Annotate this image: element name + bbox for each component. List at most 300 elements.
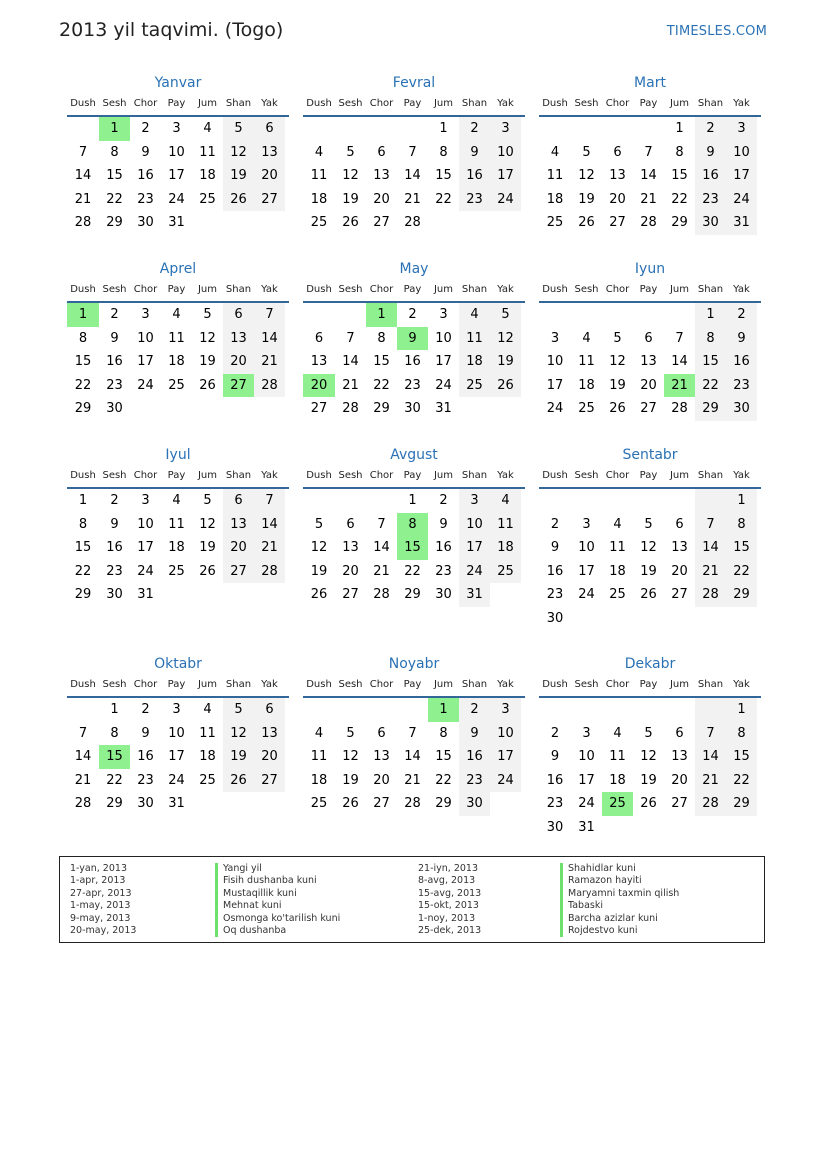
day-cell[interactable]: 9 — [695, 141, 726, 165]
day-cell[interactable]: 28 — [695, 583, 726, 607]
day-cell[interactable]: 6 — [377, 725, 386, 741]
day-cell[interactable]: 8 — [377, 330, 386, 346]
day-cell[interactable]: 12 — [199, 516, 216, 532]
day-cell[interactable]: 12 — [640, 540, 657, 556]
day-cell[interactable]: 9 — [726, 327, 757, 351]
day-cell[interactable]: 6 — [314, 330, 324, 346]
day-cell[interactable]: 4 — [203, 702, 212, 717]
day-cell[interactable]: 22 — [106, 772, 123, 788]
day-cell[interactable]: 4 — [172, 307, 181, 322]
day-cell[interactable]: 30 — [137, 215, 154, 231]
day-cell[interactable]: 14 — [695, 745, 726, 769]
day-cell[interactable]: 7 — [695, 722, 726, 746]
day-cell[interactable]: 24 — [459, 560, 490, 584]
day-cell[interactable]: 12 — [578, 168, 595, 184]
day-cell[interactable]: 3 — [582, 516, 591, 532]
day-cell[interactable]: 19 — [310, 563, 328, 579]
day-cell[interactable]: 17 — [137, 540, 154, 556]
day-cell[interactable]: 30 — [726, 397, 757, 421]
day-cell[interactable]: 7 — [675, 330, 684, 346]
day-cell[interactable]: 17 — [137, 354, 154, 370]
day-cell[interactable]: 3 — [439, 307, 448, 322]
day-cell[interactable]: 26 — [199, 377, 216, 393]
day-cell[interactable]: 1 — [366, 303, 397, 327]
day-cell[interactable]: 21 — [664, 374, 695, 398]
day-cell[interactable]: 26 — [310, 587, 328, 603]
day-cell[interactable]: 11 — [199, 144, 216, 160]
day-cell[interactable]: 14 — [404, 168, 421, 184]
day-cell[interactable]: 11 — [609, 540, 626, 556]
day-cell[interactable]: 8 — [675, 144, 684, 160]
day-cell[interactable]: 26 — [609, 401, 626, 417]
day-cell[interactable]: 21 — [640, 191, 657, 207]
day-cell[interactable]: 28 — [640, 215, 657, 231]
day-cell[interactable]: 3 — [490, 117, 521, 141]
day-cell[interactable]: 4 — [459, 303, 490, 327]
day-cell[interactable]: 30 — [695, 211, 726, 235]
day-cell[interactable]: 20 — [671, 563, 688, 579]
day-cell[interactable]: 24 — [490, 769, 521, 793]
day-cell[interactable]: 3 — [141, 307, 150, 322]
day-cell[interactable]: 6 — [223, 489, 254, 513]
day-cell[interactable]: 20 — [373, 772, 390, 788]
day-cell[interactable]: 11 — [546, 168, 564, 184]
day-cell[interactable]: 18 — [168, 540, 185, 556]
day-cell[interactable]: 28 — [671, 401, 688, 417]
day-cell[interactable]: 23 — [726, 374, 757, 398]
day-cell[interactable]: 18 — [609, 772, 626, 788]
day-cell[interactable]: 5 — [203, 493, 212, 508]
day-cell[interactable]: 5 — [613, 330, 622, 346]
day-cell[interactable]: 16 — [106, 354, 123, 370]
day-cell[interactable]: 29 — [726, 583, 757, 607]
day-cell[interactable]: 9 — [550, 749, 560, 765]
day-cell[interactable]: 23 — [435, 563, 452, 579]
day-cell[interactable]: 10 — [168, 725, 185, 741]
day-cell[interactable]: 27 — [609, 215, 626, 231]
day-cell[interactable]: 24 — [578, 796, 595, 812]
day-cell[interactable]: 19 — [609, 377, 626, 393]
day-cell[interactable]: 25 — [578, 401, 595, 417]
day-cell[interactable]: 3 — [726, 117, 757, 141]
day-cell[interactable]: 8 — [110, 725, 119, 741]
day-cell[interactable]: 1 — [408, 493, 417, 508]
day-cell[interactable]: 7 — [644, 144, 653, 160]
day-cell[interactable]: 20 — [640, 377, 657, 393]
day-cell[interactable]: 19 — [199, 540, 216, 556]
day-cell[interactable]: 18 — [609, 563, 626, 579]
day-cell[interactable]: 1 — [726, 489, 757, 513]
day-cell[interactable]: 21 — [74, 191, 92, 207]
day-cell[interactable]: 21 — [695, 560, 726, 584]
day-cell[interactable]: 20 — [342, 563, 359, 579]
day-cell[interactable]: 14 — [695, 536, 726, 560]
day-cell[interactable]: 1 — [110, 702, 119, 717]
day-cell[interactable]: 7 — [408, 725, 417, 741]
day-cell[interactable]: 30 — [137, 796, 154, 812]
day-cell[interactable]: 22 — [74, 377, 92, 393]
day-cell[interactable]: 29 — [106, 215, 123, 231]
day-cell[interactable]: 15 — [74, 540, 92, 556]
day-cell[interactable]: 27 — [254, 188, 285, 212]
day-cell[interactable]: 5 — [203, 307, 212, 322]
day-cell[interactable]: 17 — [726, 164, 757, 188]
day-cell[interactable]: 4 — [172, 493, 181, 508]
day-cell[interactable]: 5 — [582, 144, 591, 160]
day-cell[interactable]: 7 — [695, 513, 726, 537]
day-cell[interactable]: 5 — [346, 144, 355, 160]
day-cell[interactable]: 13 — [671, 749, 688, 765]
day-cell[interactable]: 3 — [141, 493, 150, 508]
day-cell[interactable]: 16 — [459, 745, 490, 769]
day-cell[interactable]: 22 — [106, 191, 123, 207]
day-cell[interactable]: 23 — [459, 188, 490, 212]
day-cell[interactable]: 16 — [404, 354, 421, 370]
day-cell[interactable]: 10 — [578, 749, 595, 765]
day-cell[interactable]: 19 — [342, 191, 359, 207]
day-cell[interactable]: 25 — [310, 215, 328, 231]
day-cell[interactable]: 17 — [546, 377, 564, 393]
day-cell[interactable]: 19 — [490, 350, 521, 374]
day-cell[interactable]: 20 — [223, 536, 254, 560]
day-cell[interactable]: 13 — [223, 513, 254, 537]
day-cell[interactable]: 29 — [373, 401, 390, 417]
day-cell[interactable]: 31 — [459, 583, 490, 607]
day-cell[interactable]: 26 — [490, 374, 521, 398]
day-cell[interactable]: 5 — [644, 516, 653, 532]
day-cell[interactable]: 27 — [342, 587, 359, 603]
day-cell[interactable]: 18 — [310, 772, 328, 788]
day-cell[interactable]: 3 — [582, 725, 591, 741]
day-cell[interactable]: 27 — [640, 401, 657, 417]
day-cell[interactable]: 4 — [582, 330, 591, 346]
day-cell[interactable]: 16 — [695, 164, 726, 188]
day-cell[interactable]: 4 — [203, 121, 212, 136]
day-cell[interactable]: 22 — [726, 560, 757, 584]
day-cell[interactable]: 27 — [310, 401, 328, 417]
day-cell[interactable]: 18 — [310, 191, 328, 207]
day-cell[interactable]: 2 — [141, 702, 150, 717]
day-cell[interactable]: 1 — [67, 303, 99, 327]
day-cell[interactable]: 11 — [199, 725, 216, 741]
day-cell[interactable]: 2 — [459, 698, 490, 722]
day-cell[interactable]: 27 — [671, 796, 688, 812]
day-cell[interactable]: 9 — [141, 725, 150, 741]
day-cell[interactable]: 15 — [373, 354, 390, 370]
day-cell[interactable]: 16 — [546, 772, 564, 788]
day-cell[interactable]: 20 — [254, 164, 285, 188]
day-cell[interactable]: 15 — [435, 168, 452, 184]
day-cell[interactable]: 25 — [459, 374, 490, 398]
day-cell[interactable]: 6 — [644, 330, 653, 346]
day-cell[interactable]: 23 — [695, 188, 726, 212]
day-cell[interactable]: 16 — [546, 563, 564, 579]
day-cell[interactable]: 23 — [404, 377, 421, 393]
day-cell[interactable]: 6 — [613, 144, 622, 160]
day-cell[interactable]: 8 — [726, 722, 757, 746]
day-cell[interactable]: 15 — [397, 536, 428, 560]
day-cell[interactable]: 10 — [435, 330, 452, 346]
day-cell[interactable]: 25 — [310, 796, 328, 812]
day-cell[interactable]: 21 — [695, 769, 726, 793]
day-cell[interactable]: 2 — [550, 725, 560, 741]
day-cell[interactable]: 24 — [435, 377, 452, 393]
day-cell[interactable]: 27 — [223, 560, 254, 584]
day-cell[interactable]: 6 — [223, 303, 254, 327]
day-cell[interactable]: 1 — [78, 493, 88, 508]
day-cell[interactable]: 19 — [223, 164, 254, 188]
day-cell[interactable]: 17 — [578, 772, 595, 788]
day-cell[interactable]: 9 — [439, 516, 448, 532]
day-cell[interactable]: 31 — [137, 587, 154, 603]
day-cell[interactable]: 7 — [78, 144, 88, 160]
day-cell[interactable]: 28 — [404, 215, 421, 231]
day-cell[interactable]: 26 — [342, 215, 359, 231]
day-cell[interactable]: 14 — [342, 354, 359, 370]
day-cell[interactable]: 24 — [137, 377, 154, 393]
day-cell[interactable]: 4 — [550, 144, 560, 160]
day-cell[interactable]: 4 — [613, 516, 622, 532]
day-cell[interactable]: 9 — [459, 141, 490, 165]
day-cell[interactable]: 21 — [254, 536, 285, 560]
day-cell[interactable]: 19 — [640, 772, 657, 788]
day-cell[interactable]: 30 — [106, 401, 123, 417]
day-cell[interactable]: 19 — [223, 745, 254, 769]
day-cell[interactable]: 8 — [726, 513, 757, 537]
day-cell[interactable]: 5 — [490, 303, 521, 327]
day-cell[interactable]: 22 — [435, 772, 452, 788]
day-cell[interactable]: 25 — [490, 560, 521, 584]
day-cell[interactable]: 20 — [223, 350, 254, 374]
day-cell[interactable]: 26 — [199, 563, 216, 579]
day-cell[interactable]: 2 — [408, 307, 417, 322]
day-cell[interactable]: 13 — [640, 354, 657, 370]
day-cell[interactable]: 19 — [342, 772, 359, 788]
day-cell[interactable]: 23 — [459, 769, 490, 793]
day-cell[interactable]: 11 — [490, 513, 521, 537]
day-cell[interactable]: 23 — [106, 377, 123, 393]
day-cell[interactable]: 15 — [726, 536, 757, 560]
day-cell[interactable]: 26 — [640, 587, 657, 603]
day-cell[interactable]: 3 — [459, 489, 490, 513]
day-cell[interactable]: 13 — [254, 141, 285, 165]
day-cell[interactable]: 7 — [408, 144, 417, 160]
day-cell[interactable]: 18 — [490, 536, 521, 560]
day-cell[interactable]: 28 — [342, 401, 359, 417]
day-cell[interactable]: 22 — [74, 563, 92, 579]
day-cell[interactable]: 15 — [74, 354, 92, 370]
day-cell[interactable]: 30 — [435, 587, 452, 603]
day-cell[interactable]: 15 — [671, 168, 688, 184]
day-cell[interactable]: 27 — [254, 769, 285, 793]
day-cell[interactable]: 14 — [254, 513, 285, 537]
day-cell[interactable]: 17 — [168, 168, 185, 184]
day-cell[interactable]: 12 — [342, 168, 359, 184]
day-cell[interactable]: 20 — [254, 745, 285, 769]
day-cell[interactable]: 2 — [141, 121, 150, 136]
day-cell[interactable]: 8 — [439, 144, 448, 160]
day-cell[interactable]: 31 — [168, 215, 185, 231]
day-cell[interactable]: 27 — [373, 215, 390, 231]
day-cell[interactable]: 12 — [609, 354, 626, 370]
day-cell[interactable]: 11 — [609, 749, 626, 765]
day-cell[interactable]: 24 — [168, 772, 185, 788]
day-cell[interactable]: 13 — [310, 354, 328, 370]
day-cell[interactable]: 5 — [644, 725, 653, 741]
day-cell[interactable]: 18 — [459, 350, 490, 374]
day-cell[interactable]: 8 — [110, 144, 119, 160]
day-cell[interactable]: 29 — [435, 796, 452, 812]
day-cell[interactable]: 29 — [74, 587, 92, 603]
day-cell[interactable]: 17 — [490, 164, 521, 188]
day-cell[interactable]: 10 — [726, 141, 757, 165]
day-cell[interactable]: 2 — [110, 493, 119, 508]
day-cell[interactable]: 4 — [490, 489, 521, 513]
day-cell[interactable]: 16 — [137, 749, 154, 765]
day-cell[interactable]: 4 — [314, 144, 324, 160]
day-cell[interactable]: 25 — [546, 215, 564, 231]
day-cell[interactable]: 12 — [342, 749, 359, 765]
day-cell[interactable]: 24 — [546, 401, 564, 417]
day-cell[interactable]: 7 — [377, 516, 386, 532]
day-cell[interactable]: 31 — [578, 819, 595, 835]
day-cell[interactable]: 13 — [373, 749, 390, 765]
day-cell[interactable]: 25 — [199, 191, 216, 207]
day-cell[interactable]: 13 — [373, 168, 390, 184]
day-cell[interactable]: 21 — [404, 772, 421, 788]
day-cell[interactable]: 18 — [578, 377, 595, 393]
day-cell[interactable]: 9 — [141, 144, 150, 160]
day-cell[interactable]: 12 — [640, 749, 657, 765]
day-cell[interactable]: 16 — [435, 540, 452, 556]
day-cell[interactable]: 4 — [314, 725, 324, 741]
day-cell[interactable]: 26 — [640, 796, 657, 812]
day-cell[interactable]: 5 — [314, 516, 324, 532]
day-cell[interactable]: 6 — [254, 117, 285, 141]
day-cell[interactable]: 15 — [435, 749, 452, 765]
day-cell[interactable]: 27 — [671, 587, 688, 603]
day-cell[interactable]: 20 — [609, 191, 626, 207]
day-cell[interactable]: 28 — [74, 796, 92, 812]
day-cell[interactable]: 9 — [459, 722, 490, 746]
day-cell[interactable]: 2 — [550, 516, 560, 532]
day-cell[interactable]: 30 — [106, 587, 123, 603]
day-cell[interactable]: 29 — [106, 796, 123, 812]
day-cell[interactable]: 29 — [671, 215, 688, 231]
day-cell[interactable]: 11 — [168, 330, 185, 346]
day-cell[interactable]: 25 — [168, 563, 185, 579]
day-cell[interactable]: 31 — [726, 211, 757, 235]
day-cell[interactable]: 19 — [640, 563, 657, 579]
day-cell[interactable]: 17 — [435, 354, 452, 370]
day-cell[interactable]: 24 — [578, 587, 595, 603]
day-cell[interactable]: 17 — [459, 536, 490, 560]
day-cell[interactable]: 24 — [726, 188, 757, 212]
day-cell[interactable]: 14 — [404, 749, 421, 765]
day-cell[interactable]: 11 — [168, 516, 185, 532]
day-cell[interactable]: 1 — [726, 698, 757, 722]
day-cell[interactable]: 6 — [254, 698, 285, 722]
day-cell[interactable]: 23 — [546, 796, 564, 812]
day-cell[interactable]: 14 — [671, 354, 688, 370]
day-cell[interactable]: 25 — [602, 792, 633, 816]
day-cell[interactable]: 22 — [695, 374, 726, 398]
day-cell[interactable]: 22 — [404, 563, 421, 579]
day-cell[interactable]: 2 — [459, 117, 490, 141]
day-cell[interactable]: 7 — [78, 725, 88, 741]
day-cell[interactable]: 12 — [490, 327, 521, 351]
day-cell[interactable]: 19 — [199, 354, 216, 370]
day-cell[interactable]: 31 — [435, 401, 452, 417]
day-cell[interactable]: 1 — [675, 121, 684, 136]
day-cell[interactable]: 1 — [439, 121, 448, 136]
day-cell[interactable]: 26 — [223, 188, 254, 212]
day-cell[interactable]: 18 — [199, 749, 216, 765]
day-cell[interactable]: 13 — [609, 168, 626, 184]
day-cell[interactable]: 29 — [404, 587, 421, 603]
day-cell[interactable]: 24 — [490, 188, 521, 212]
day-cell[interactable]: 31 — [168, 796, 185, 812]
day-cell[interactable]: 2 — [439, 493, 448, 508]
day-cell[interactable]: 26 — [223, 769, 254, 793]
day-cell[interactable]: 27 — [223, 374, 254, 398]
day-cell[interactable]: 8 — [78, 516, 88, 532]
day-cell[interactable]: 8 — [397, 513, 428, 537]
day-cell[interactable]: 10 — [137, 330, 154, 346]
day-cell[interactable]: 22 — [435, 191, 452, 207]
day-cell[interactable]: 30 — [404, 401, 421, 417]
day-cell[interactable]: 20 — [303, 374, 335, 398]
day-cell[interactable]: 17 — [490, 745, 521, 769]
day-cell[interactable]: 3 — [172, 702, 181, 717]
day-cell[interactable]: 11 — [310, 168, 328, 184]
day-cell[interactable]: 21 — [342, 377, 359, 393]
day-cell[interactable]: 2 — [726, 303, 757, 327]
day-cell[interactable]: 5 — [346, 725, 355, 741]
day-cell[interactable]: 22 — [373, 377, 390, 393]
day-cell[interactable]: 11 — [578, 354, 595, 370]
day-cell[interactable]: 13 — [254, 722, 285, 746]
day-cell[interactable]: 20 — [373, 191, 390, 207]
day-cell[interactable]: 14 — [373, 540, 390, 556]
day-cell[interactable]: 28 — [74, 215, 92, 231]
day-cell[interactable]: 6 — [377, 144, 386, 160]
day-cell[interactable]: 22 — [671, 191, 688, 207]
day-cell[interactable]: 10 — [546, 354, 564, 370]
day-cell[interactable]: 20 — [671, 772, 688, 788]
brand-link[interactable]: TIMESLES.COM — [666, 24, 767, 39]
day-cell[interactable]: 18 — [168, 354, 185, 370]
day-cell[interactable]: 8 — [695, 327, 726, 351]
day-cell[interactable]: 21 — [74, 772, 92, 788]
day-cell[interactable]: 23 — [137, 772, 154, 788]
day-cell[interactable]: 10 — [490, 722, 521, 746]
day-cell[interactable]: 6 — [346, 516, 355, 532]
day-cell[interactable]: 18 — [546, 191, 564, 207]
day-cell[interactable]: 14 — [640, 168, 657, 184]
day-cell[interactable]: 1 — [99, 117, 130, 141]
day-cell[interactable]: 8 — [439, 725, 448, 741]
day-cell[interactable]: 2 — [695, 117, 726, 141]
day-cell[interactable]: 1 — [695, 303, 726, 327]
day-cell[interactable]: 28 — [695, 792, 726, 816]
day-cell[interactable]: 16 — [726, 350, 757, 374]
day-cell[interactable]: 29 — [726, 792, 757, 816]
day-cell[interactable]: 1 — [428, 698, 459, 722]
day-cell[interactable]: 7 — [346, 330, 355, 346]
day-cell[interactable]: 19 — [578, 191, 595, 207]
day-cell[interactable]: 29 — [74, 401, 92, 417]
